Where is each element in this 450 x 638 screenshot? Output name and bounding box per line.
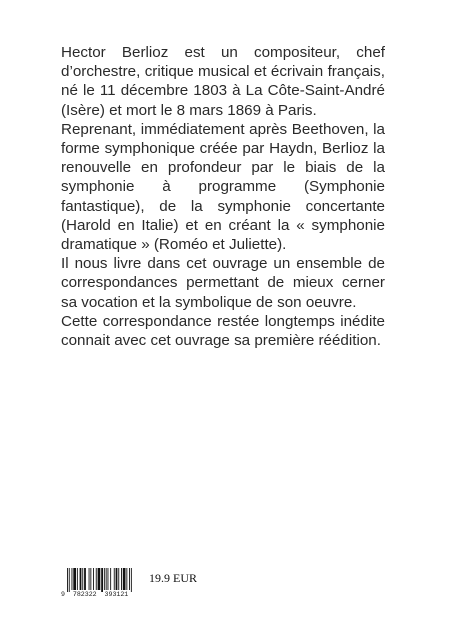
synopsis-paragraph-2: Reprenant, immédiatement après Beethoven, la forme symphonique créée par Haydn, Berlioz la renouvelle en profondeur par le biais de la symphonie à programme (Symphonie fantastique), de la symphonie concertante (Harold en Italie) et en créant la « symphonie dramatique » (Roméo et Juliette). <box>61 120 385 254</box>
barcode-bars-icon <box>61 568 145 592</box>
price-label: 19.9 EUR <box>149 571 197 585</box>
synopsis-paragraph-1: Hector Berlioz est un compositeur, chef d’orchestre, critique musical et écrivain français, né le 11 décembre 1803 à La Côte-Saint-André (Isère) et mort le 8 mars 1869 à Paris. <box>61 44 385 119</box>
synopsis-paragraph-4: Cette correspondance restée longtemps inédite connait avec cet ouvrage sa première réédition. <box>61 312 385 350</box>
synopsis-paragraph-3: Il nous livre dans cet ouvrage un ensemble de correspondances permettant de mieux cerner sa vocation et la symbolique de son oeuvre. <box>61 255 385 311</box>
synopsis-text <box>61 43 385 350</box>
isbn-barcode <box>61 568 145 600</box>
barcode-digits: 9 782322 393121 <box>61 591 129 598</box>
